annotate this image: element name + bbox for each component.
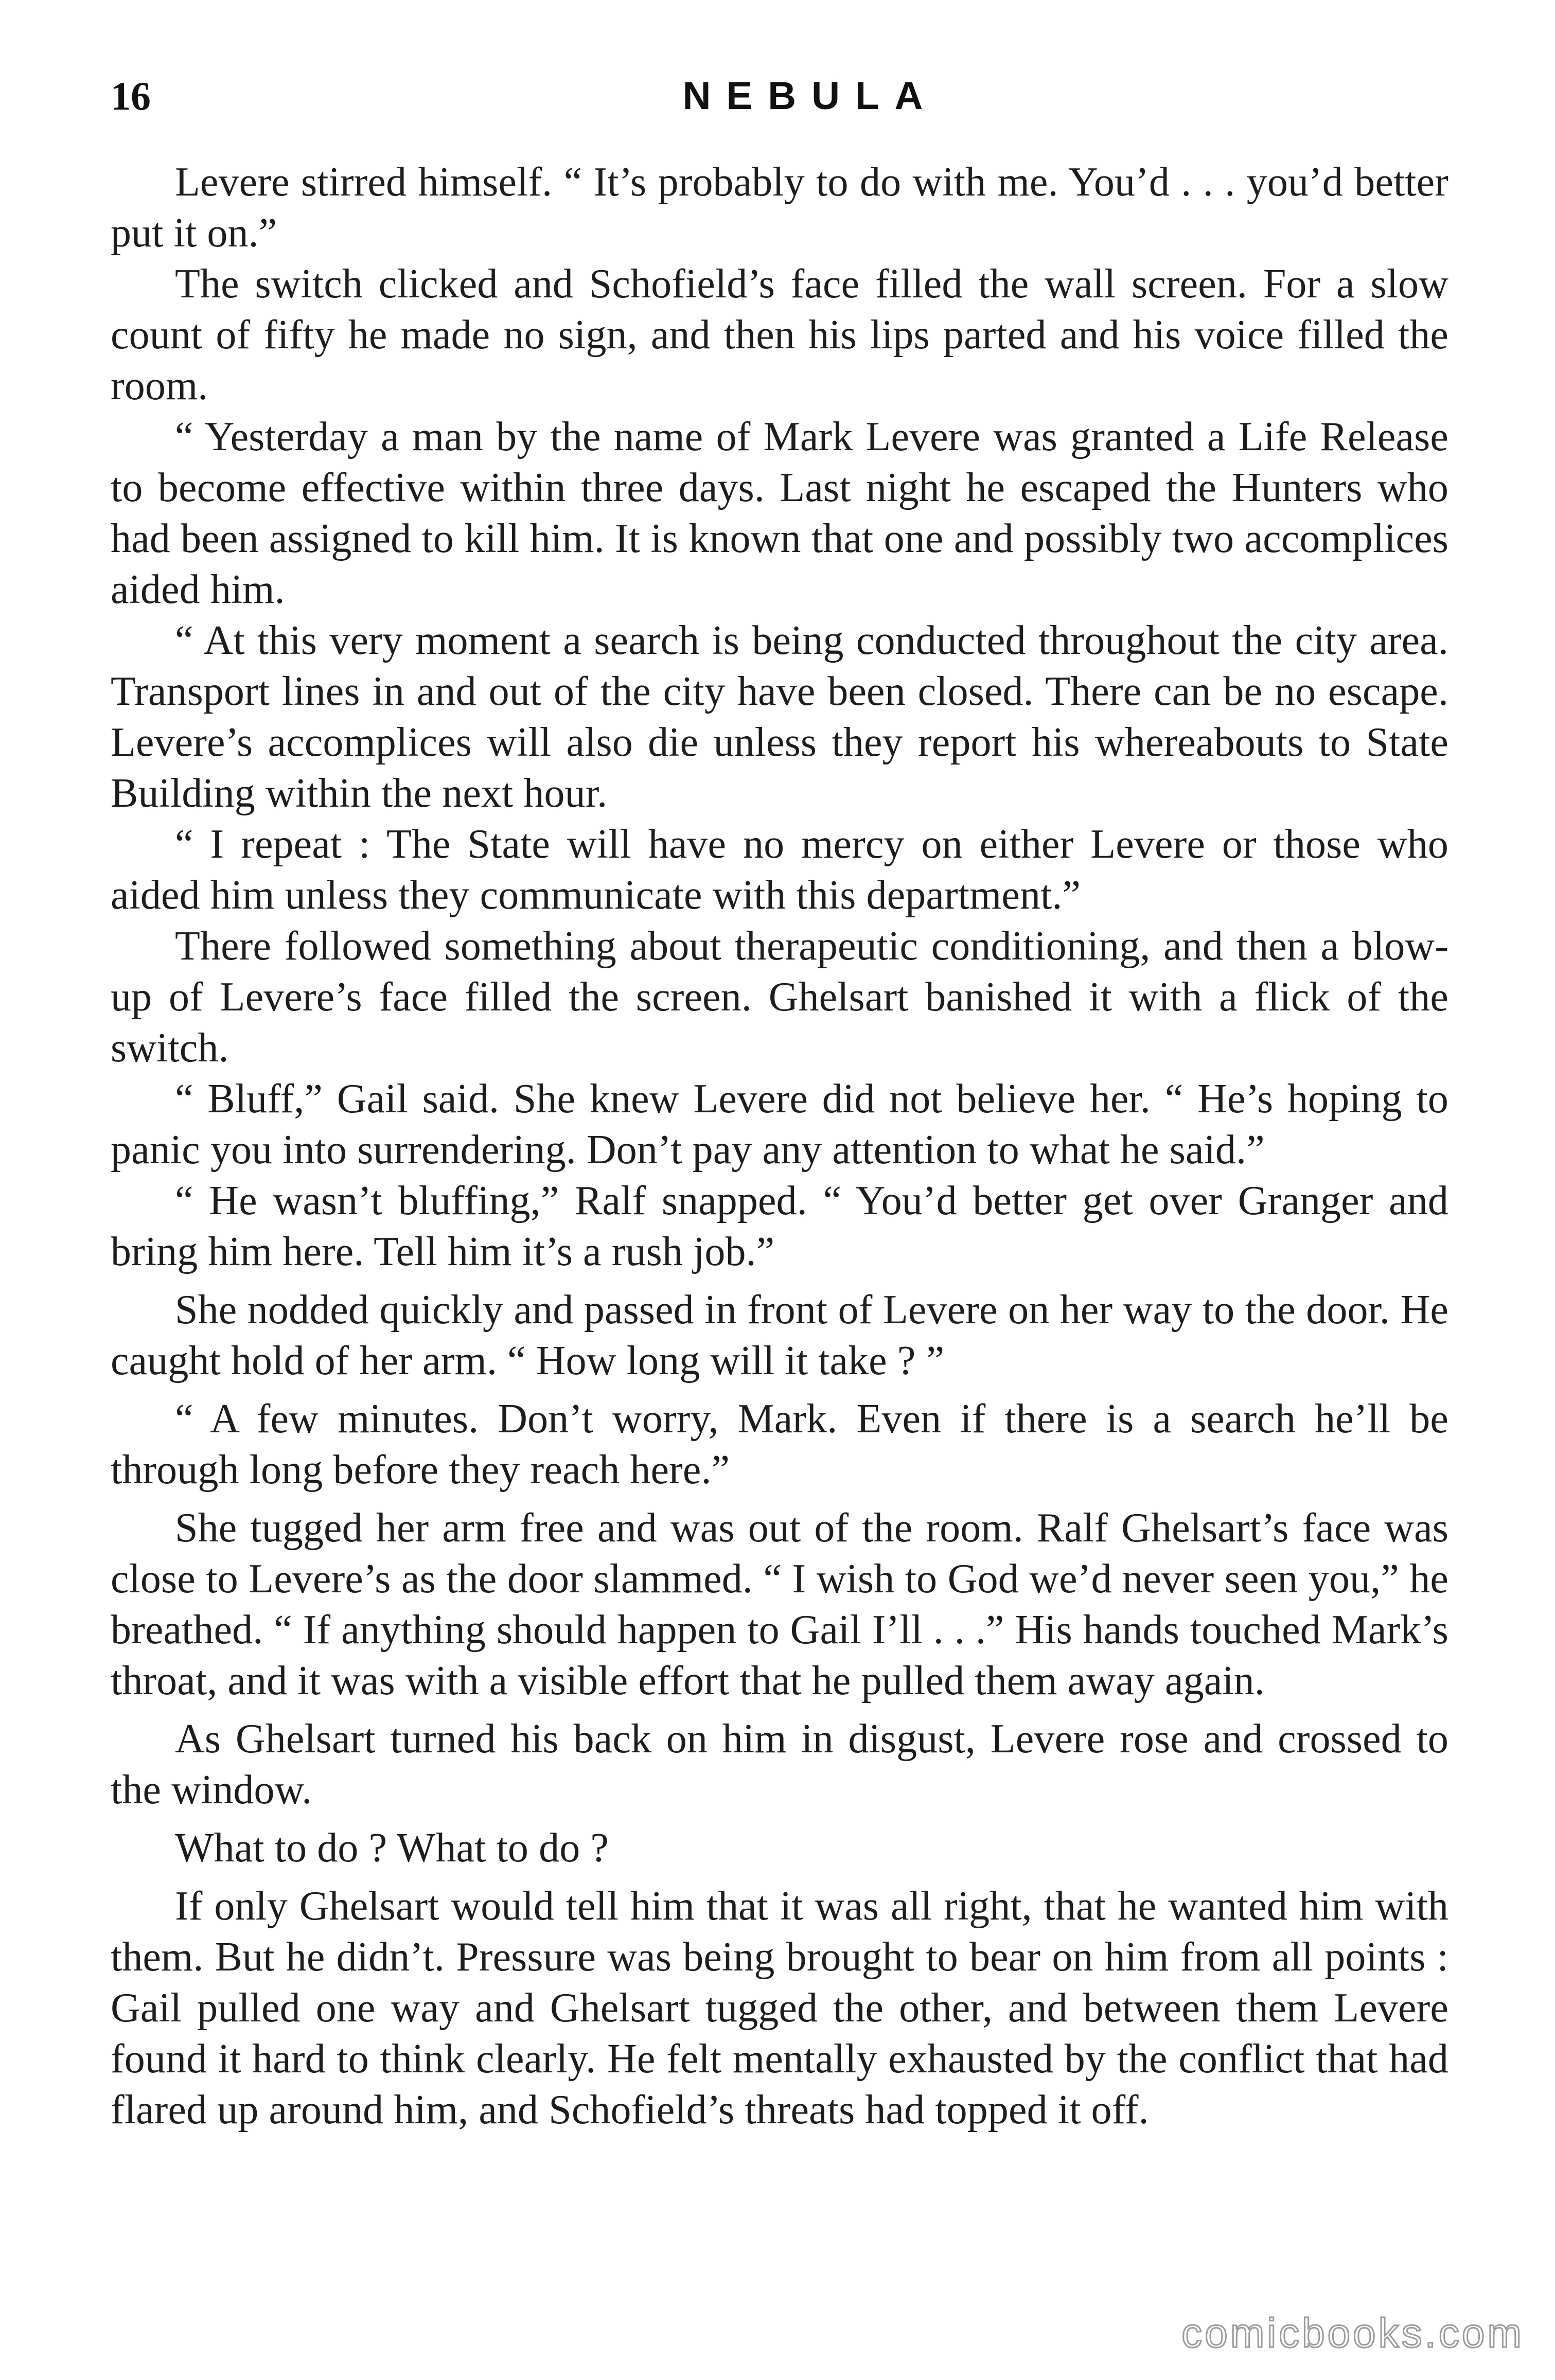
paragraph: “ A few minutes. Don’t worry, Mark. Even if there is a search he’ll be through long before they reach here.” — [111, 1396, 1448, 1493]
paragraph: Levere stirred himself. “ It’s probably to do with me. You’d . . . you’d better put it on.” — [111, 159, 1448, 256]
page-number: 16 — [111, 74, 151, 118]
paragraph: The switch clicked and Schofield’s face filled the wall screen. For a slow count of fifty he made no sign, and then his lips parted and his voice filled the room. — [111, 261, 1448, 408]
page-header — [111, 68, 1448, 125]
paragraph: “ Yesterday a man by the name of Mark Levere was granted a Life Release to become effective within three days. Last night he escaped the Hunters who had been assigned to kill him. It is known that one and possibly two accomplices aided him. — [111, 414, 1448, 612]
paragraph: “ At this very moment a search is being conducted throughout the city area. Transport lines in and out of the city have been closed. There can be no escape. Levere’s accomplices will also die unless they report his whereabouts to State Building within the next hour. — [111, 618, 1448, 816]
running-title: NEBULA — [682, 74, 939, 118]
paragraph: She tugged her arm free and was out of the room. Ralf Ghelsart’s face was close to Levere’s as the door slammed. “ I wish to God we’d never seen you,” he breathed. “ If anything should happen to Gail I’ll . . .” His hands touched Mark’s throat, and it was with a visible effort that he pulled them away again. — [111, 1505, 1448, 1703]
paragraph: As Ghelsart turned his back on him in disgust, Levere rose and crossed to the window. — [111, 1716, 1448, 1813]
paragraph: “ Bluff,” Gail said. She knew Levere did not believe her. “ He’s hoping to panic you into surrendering. Don’t pay any attention to what he said.” — [111, 1076, 1448, 1173]
story-text — [111, 157, 1448, 2136]
paragraph: “ I repeat : The State will have no mercy on either Levere or those who aided him unless they communicate with this department.” — [111, 822, 1448, 918]
watermark: comicbooks.com — [1181, 2310, 1524, 2356]
paragraph: What to do ? What to do ? — [175, 1825, 609, 1871]
paragraph: She nodded quickly and passed in front of Levere on her way to the door. He caught hold of her arm. “ How long will it take ? ” — [111, 1287, 1448, 1383]
paragraph: If only Ghelsart would tell him that it was all right, that he wanted him with them. But he didn’t. Pressure was being brought to bear on him from all points : Gail pulled one way and Ghelsart tugged the other, and between them Levere found it hard to think clearly. He felt mentally exhausted by the conflict that had flared up around him, and Schofield’s threats had topped it off. — [111, 1884, 1448, 2133]
paragraph: “ He wasn’t bluffing,” Ralf snapped. “ You’d better get over Granger and bring him here. Tell him it’s a rush job.” — [111, 1178, 1448, 1274]
paragraph: There followed something about therapeutic conditioning, and then a blow-up of Levere’s face filled the screen. Ghelsart banished it with a flick of the switch. — [111, 923, 1448, 1071]
